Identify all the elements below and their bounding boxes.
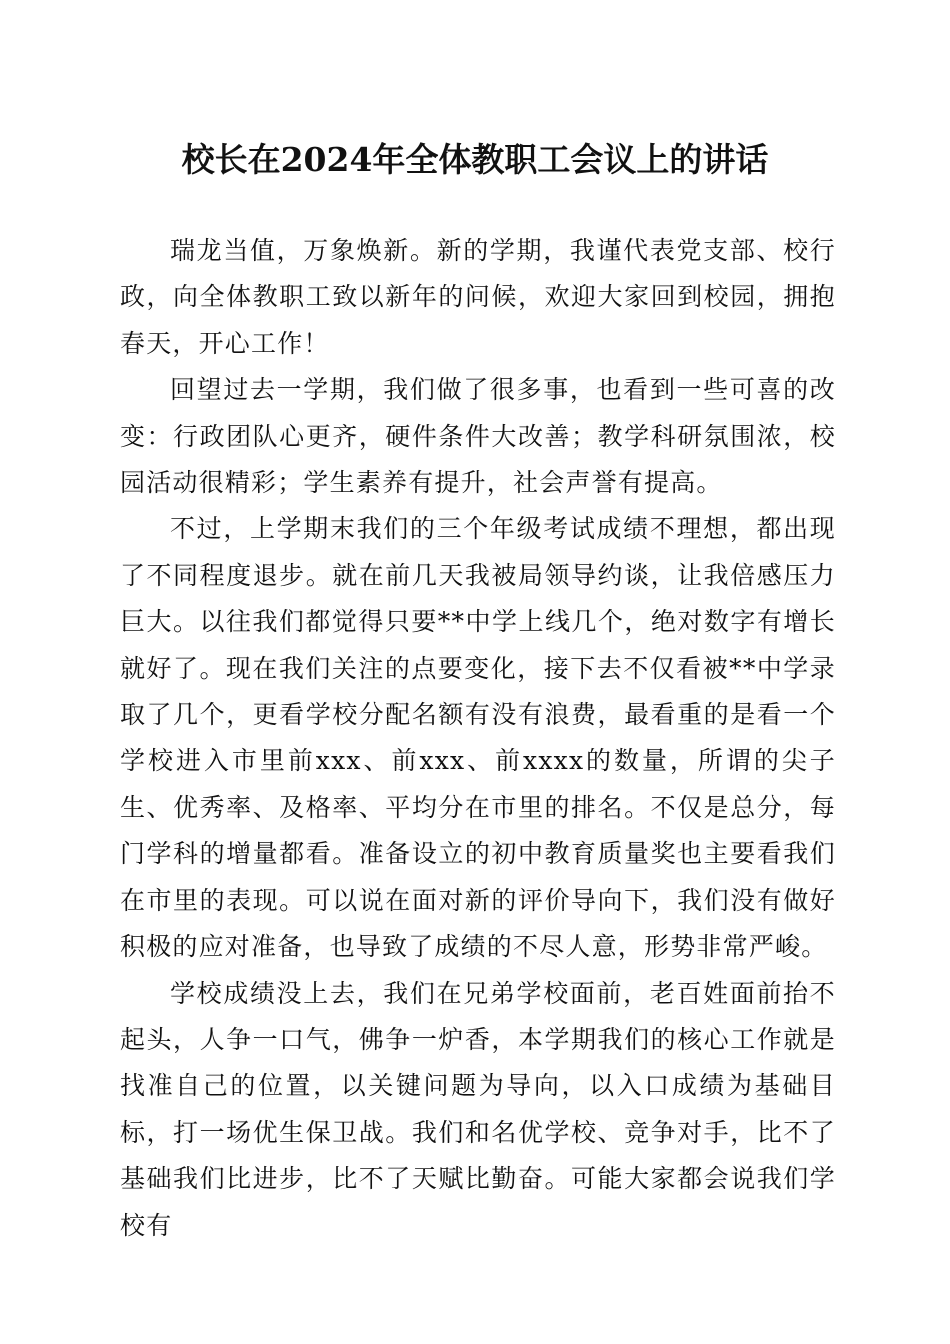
document-body — [120, 228, 836, 1249]
paragraph: 回望过去一学期，我们做了很多事，也看到一些可喜的改变：行政团队心更齐，硬件条件大改善；教学科研氛围浓，校园活动很精彩；学生素养有提升，社会声誉有提高。 — [120, 375, 836, 498]
paragraph: 瑞龙当值，万象焕新。新的学期，我谨代表党支部、校行政，向全体教职工致以新年的问候，欢迎大家回到校园，拥抱春天，开心工作！ — [120, 236, 836, 358]
paragraph: 学校成绩没上去，我们在兄弟学校面前，老百姓面前抬不起头，人争一口气，佛争一炉香，本学期我们的核心工作就是找准自己的位置，以关键问题为导向，以入口成绩为基础目标，打一场优生保卫战。我们和名优学校、竞争对手，比不了基础我们比进步，比不了天赋比勤奋。可能大家都会说我们学校有 — [120, 978, 836, 1240]
document-title: 校长在2024年全体教职工会议上的讲话 — [181, 140, 769, 179]
paragraph: 不过，上学期末我们的三个年级考试成绩不理想，都出现了不同程度退步。就在前几天我被局领导约谈，让我倍感压力巨大。以往我们都觉得只要**中学上线几个，绝对数字有增长就好了。现在我们关注的点要变化，接下去不仅看被**中学录取了几个，更看学校分配名额有没有浪费，最看重的是看一个学校进入市里前xxx、前xxx、前xxxx的数量，所谓的尖子生、优秀率、及格率、平均分在市里的排名。不仅是总分，每门学科的增量都看。准备设立的初中教育质量奖也主要看我们在市里的表现。可以说在面对新的评价导向下，我们没有做好积极的应对准备，也导致了成绩的不尽人意，形势非常严峻。 — [120, 514, 836, 962]
